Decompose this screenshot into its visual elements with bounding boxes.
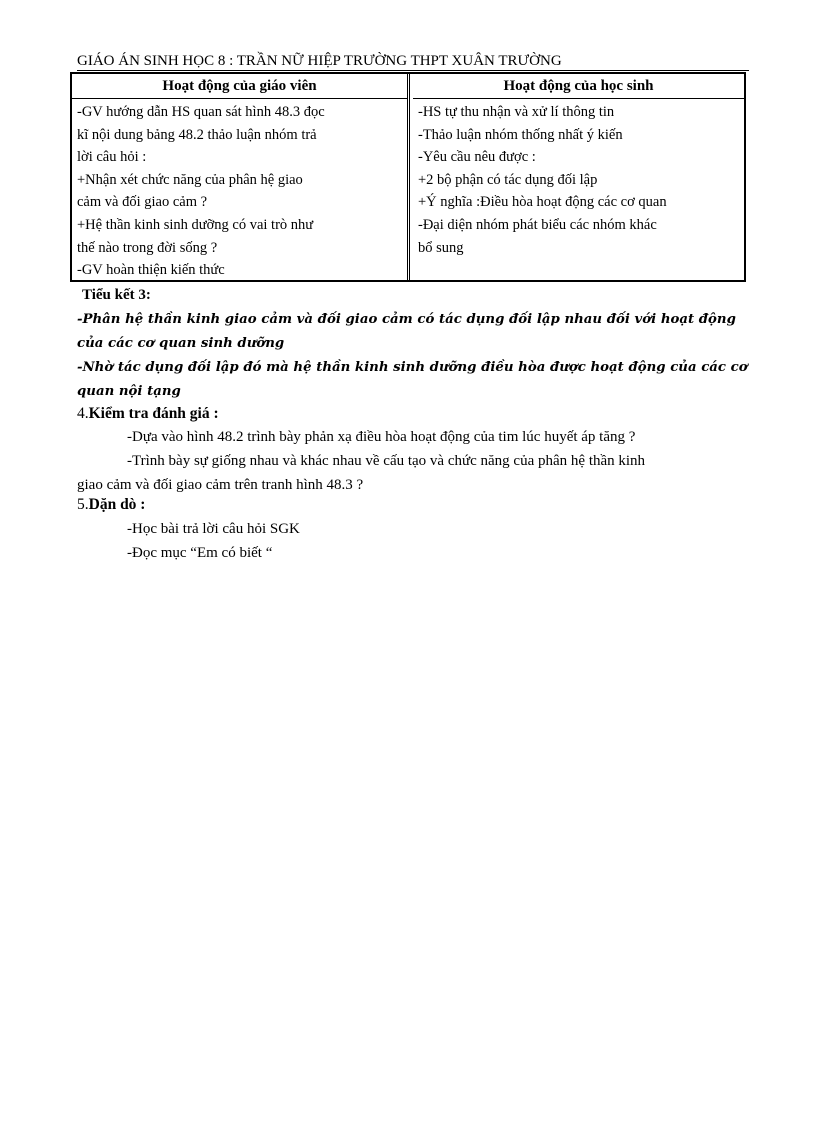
teacher-column-header: Hoạt động của giáo viên	[72, 74, 407, 99]
student-activities	[413, 99, 744, 259]
teacher-line: -GV hoàn thiện kiến thức	[77, 262, 225, 279]
summary-line: quan nội tạng	[77, 384, 181, 399]
section-4-body	[77, 425, 777, 497]
section-5-line: -Học bài trả lời câu hỏi SGK	[127, 521, 300, 537]
teacher-activities	[72, 99, 407, 282]
section-5-heading	[77, 495, 145, 515]
summary-line: của các cơ quan sinh dưỡng	[77, 336, 285, 351]
student-column	[413, 74, 744, 280]
summary-body	[77, 308, 789, 404]
section-4-line: -Trình bày sự giống nhau và khác nhau về cấu tạo và chức năng của phân hệ thần kinh	[127, 453, 646, 469]
section-5-title: Dặn dò :	[88, 496, 146, 513]
teacher-line: lời câu hỏi :	[77, 149, 147, 166]
student-line: -Thảo luận nhóm thống nhất ý kiến	[418, 126, 623, 143]
section-4-line: giao cảm và đối giao cảm trên tranh hình 48.3 ?	[77, 477, 364, 493]
teacher-line: -GV hướng dẫn HS quan sát hình 48.3 đọc	[77, 104, 325, 120]
summary-title: Tiểu kết 3:	[82, 287, 151, 303]
page-header: GIÁO ÁN SINH HỌC 8 : TRẦN NỮ HIỆP TRƯỜNG THPT XUÂN TRƯỜNG	[77, 52, 749, 71]
teacher-line: +Nhận xét chức năng của phân hệ giao	[77, 171, 303, 188]
student-line: -Đại diện nhóm phát biểu các nhóm khác	[418, 216, 657, 233]
student-line: -Yêu cầu nêu được :	[418, 149, 536, 166]
summary-line: -Nhờ tác dụng đối lập đó mà hệ thần kinh sinh dưỡng điều hòa được hoạt động của các cơ	[77, 360, 748, 375]
teacher-line: cảm và đối giao cảm ?	[77, 194, 208, 211]
teacher-line: kĩ nội dung bảng 48.2 thảo luận nhóm trả	[77, 126, 317, 143]
student-line: +2 bộ phận có tác dụng đối lập	[418, 171, 598, 188]
teacher-line: thế nào trong đời sống ?	[77, 239, 218, 256]
student-column-header: Hoạt động của học sinh	[413, 74, 744, 99]
student-line: -HS tự thu nhận và xử lí thông tin	[418, 104, 615, 120]
section-4-number: 4.	[77, 405, 89, 422]
section-4-heading	[77, 404, 219, 424]
section-5-number: 5.	[77, 496, 89, 513]
section-5-line: -Đọc mục “Em có biết “	[127, 545, 273, 561]
summary-line: -Phân hệ thần kinh giao cảm và đối giao cảm có tác dụng đối lập nhau đối với hoạt động	[77, 312, 736, 327]
student-line: +Ý nghĩa :Điều hòa hoạt động các cơ quan	[418, 194, 667, 211]
teacher-column	[72, 74, 410, 280]
section-4-title: Kiểm tra đánh giá :	[88, 405, 219, 422]
student-line: bổ sung	[418, 239, 464, 256]
teacher-line: +Hệ thần kinh sinh dưỡng có vai trò như	[77, 216, 314, 233]
section-4-line: -Dựa vào hình 48.2 trình bày phản xạ điều hòa hoạt động của tim lúc huyết áp tăng ?	[127, 429, 636, 445]
activity-table	[70, 72, 746, 282]
section-5-body	[77, 517, 777, 565]
